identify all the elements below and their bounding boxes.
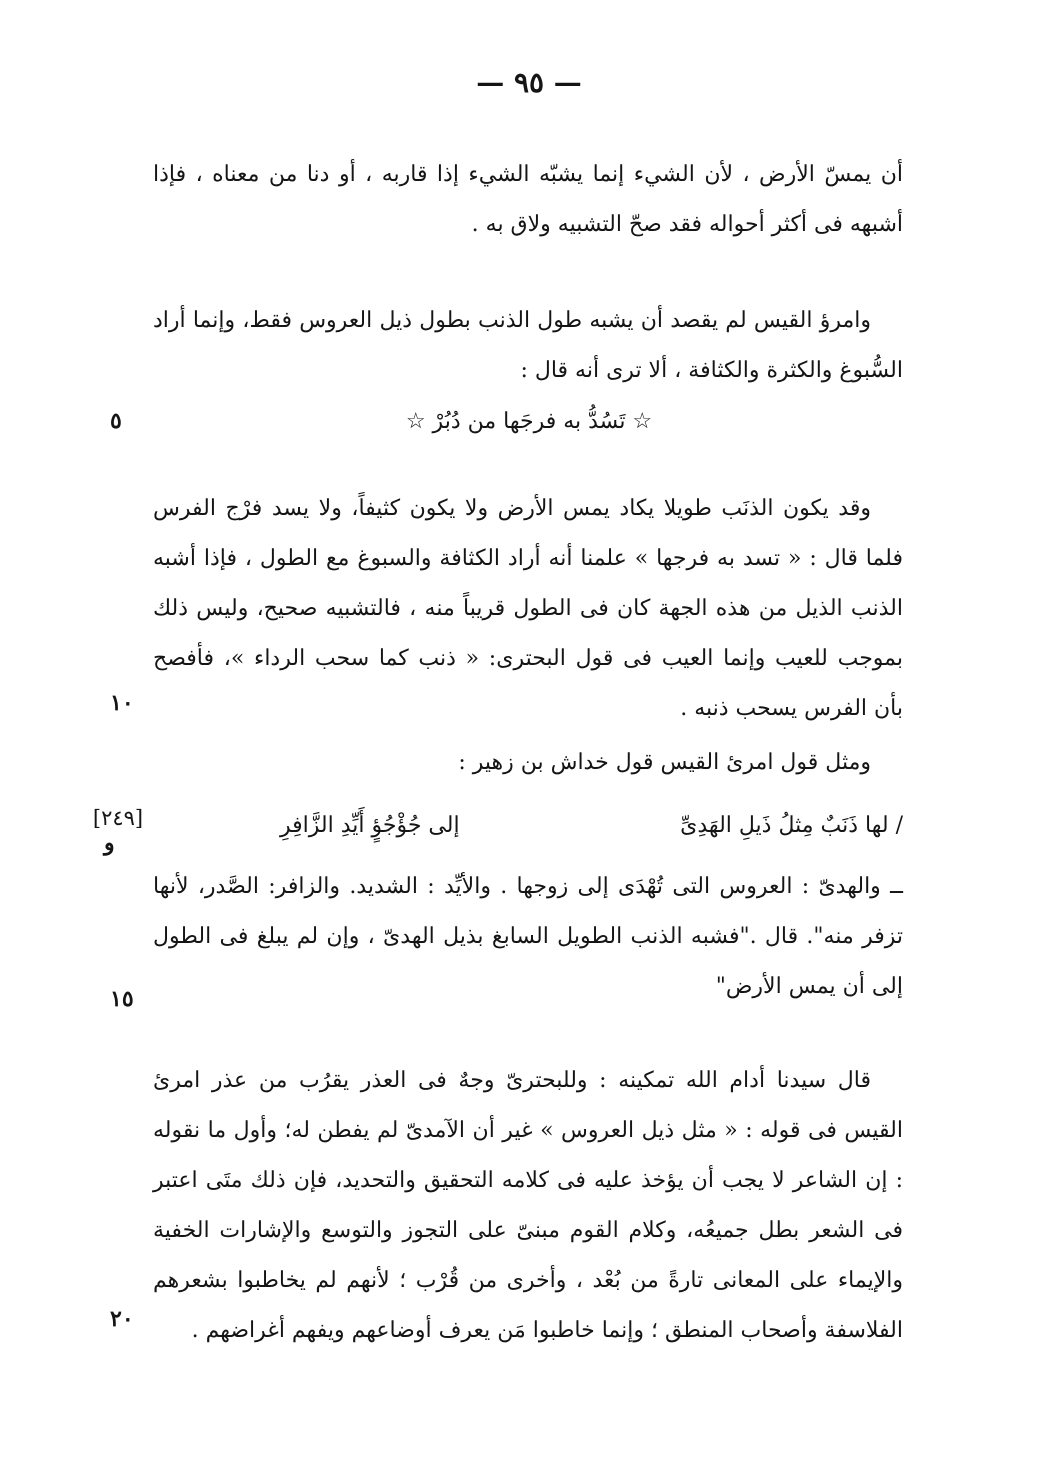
line-number-5: ٥ (110, 408, 122, 434)
paragraph-6: قال سيدنا أدام الله تمكينه : وللبحترىّ وجهٌ فى العذر يقرُب من عذر امرئ القيس فى قوله : « مثل ذيل العروس » غير أن الآمدىّ لم يفطن له؛ وأول ما نقوله : إن الشاعر لا يجب أن يؤخذ عليه فى كلامه التحقيق والتحديد، فإن ذلك متَى اعتبر فى الشعر بطل جميعُه، وكلام القوم مبنىّ على التجوز والتوسع والإشارات الخفية والإيماء على المعانى تارةً من بُعْد ، وأخرى من قُرْب ؛ لأنهم لم يخاطبوا بشعرهم الفلاسفة وأصحاب المنطق ؛ وإنما خاطبوا مَن يعرف أوضاعهم ويفهم أغراضهم . (153, 1068, 903, 1343)
marginal-reference: [٢٤٩] (92, 806, 144, 830)
poem-first-hemistich: / لها ذَنَبٌ مِثلُ ذَيلِ الهَدِىِّ (680, 813, 903, 838)
paragraph-5-commentary: ــ والهدىّ : العروس التى تُهْدَى إلى زوجها . والأيِّد : الشديد. والزافر: الصَّدر، لأنها تزفر منه". قال ."فشبه الذنب الطويل السابغ بذيل الهدىّ ، وإن لم يبلغ فى الطول إلى أن يمس الأرض" (153, 874, 903, 999)
marginal-reference-mark: و (104, 830, 115, 856)
paragraph-4: ومثل قول امرئ القيس قول خداش بن زهير : (458, 750, 871, 775)
page-number: — ٩٥ — (476, 66, 582, 99)
paragraph-1: أن يمسّ الأرض ، لأن الشيء إنما يشبّه الشيء إذا قاربه ، أو دنا من معناه ، فإذا أشبهه فى أكثر أحواله فقد صحّ التشبيه ولاق به . (153, 162, 903, 237)
line-number-20: ٢٠ (110, 1306, 134, 1332)
poem-second-hemistich: إلى جُؤْجُؤٍ أَيِّدِ الزَّافِرِ (280, 813, 460, 838)
verse-quote: ☆ تَسُدُّ به فرجَها من دُبُرْ ☆ (405, 409, 653, 434)
line-number-10: ١٠ (110, 690, 134, 716)
line-number-15: ١٥ (110, 986, 134, 1012)
paragraph-2: وامرؤ القيس لم يقصد أن يشبه طول الذنب بطول ذيل العروس فقط، وإنما أراد السُّبوغ والكثرة والكثافة ، ألا ترى أنه قال : (153, 308, 903, 383)
paragraph-3: وقد يكون الذنَب طويلا يكاد يمس الأرض ولا يكون كثيفاً، ولا يسد فرْج الفرس فلما قال : « تسد به فرجها » علمنا أنه أراد الكثافة والسبوغ مع الطول ، فإذا أشبه الذنب الذيل من هذه الجهة كان فى الطول قريباً منه ، فالتشبيه صحيح، وليس ذلك بموجب للعيب وإنما العيب فى قول البحترى: « ذنب كما سحب الرداء »، فأفصح بأن الفرس يسحب ذنبه . (153, 496, 903, 721)
